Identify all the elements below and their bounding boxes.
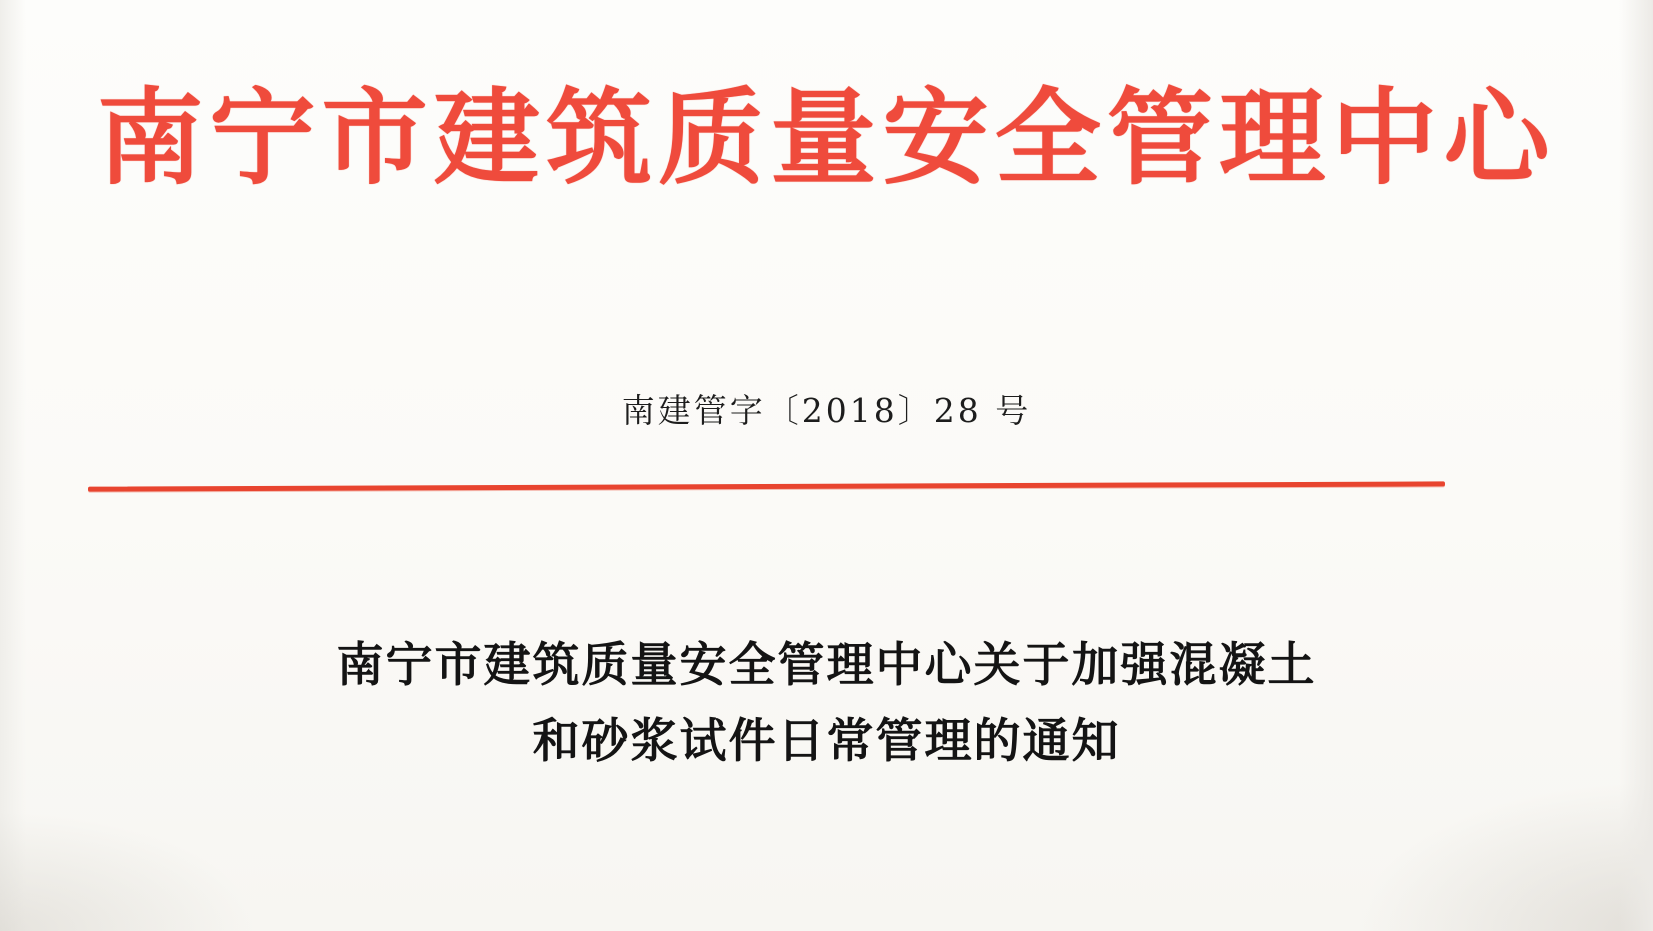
document-title: [0, 628, 1653, 780]
paper-shadow-bottom-right: [1353, 781, 1653, 931]
document-number: 南建管字〔2018〕28 号: [621, 391, 1032, 430]
issuing-organization-masthead: 南宁市建筑质量安全管理中心: [97, 76, 1556, 199]
paper-shadow-bottom-left: [0, 811, 260, 931]
document-title-line-1: 南宁市建筑质量安全管理中心关于加强混凝土: [336, 638, 1317, 693]
red-separator-rule: [88, 481, 1445, 491]
document-title-line-2: 和砂浆试件日常管理的通知: [532, 714, 1121, 770]
